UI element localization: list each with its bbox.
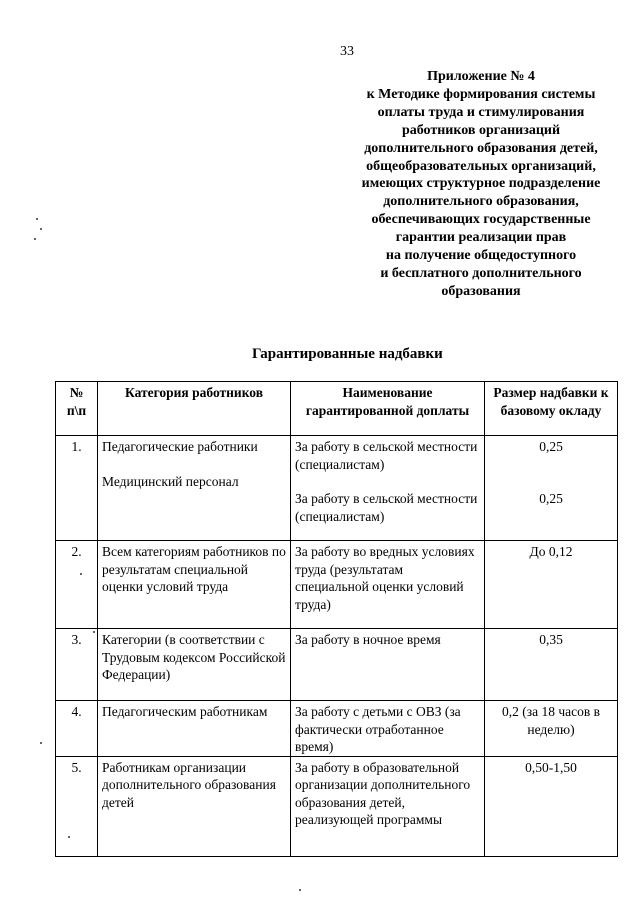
header-category: Категория работников — [98, 382, 291, 436]
appendix-line: к Методике формирования системы — [366, 86, 596, 102]
amount-cell — [485, 756, 618, 856]
scan-speck — [299, 889, 301, 891]
appendix-line: общеобразовательных организаций, — [366, 158, 596, 174]
category-text: Педагогическим работникам — [98, 701, 291, 757]
amount-text: До 0,12 — [485, 541, 618, 629]
row-number: 1. — [56, 436, 98, 541]
scan-speck — [80, 573, 82, 575]
scan-speck — [68, 836, 70, 838]
table-row — [56, 629, 618, 701]
appendix-line: работников организаций — [401, 122, 561, 138]
scan-speck — [36, 218, 38, 220]
payment-name-text: За работу в сельской местности (специалистам) — [295, 439, 478, 472]
amount-text: 0,25 — [539, 490, 563, 506]
appendix-line: имеющих структурное подразделение — [361, 176, 601, 192]
category-text: Всем категориям работников по результатам специальной оценки условий труда — [98, 541, 291, 629]
amount-text: 0,2 (за 18 часов в неделю) — [485, 701, 618, 757]
appendix-line: дополнительного образования, — [383, 194, 579, 210]
appendix-line: обеспечивающих государственные — [371, 212, 591, 228]
row-number: 2. — [56, 541, 98, 629]
category-text: Медицинский персонал — [102, 473, 239, 489]
table-row — [56, 541, 618, 629]
row-number: 5. — [56, 756, 98, 856]
payment-name-cell — [291, 436, 485, 541]
table-row — [56, 436, 618, 541]
section-title: Гарантированные надбавки — [252, 346, 443, 362]
category-cell — [98, 436, 291, 541]
scan-speck — [34, 238, 36, 240]
amount-text: 0,50-1,50 — [525, 759, 577, 775]
allowances-table — [55, 381, 618, 857]
amount-text: 0,25 — [539, 439, 563, 454]
category-text: Категории (в соответствии с Трудовым кодексом Российской Федерации) — [98, 629, 291, 701]
appendix-line: на получение общедоступного — [385, 248, 577, 264]
row-number: 3. — [56, 629, 98, 701]
header-number: № п\п — [56, 382, 98, 436]
appendix-heading — [340, 68, 622, 301]
payment-name-text: За работу во вредных условиях труда (результатам специальной оценки условий труда) — [291, 541, 485, 629]
appendix-line: образования — [441, 283, 521, 299]
category-text: Педагогические работники — [102, 439, 258, 454]
header-amount: Размер надбавки к базовому окладу — [485, 382, 618, 436]
row-number: 4. — [56, 701, 98, 757]
payment-name-cell — [291, 756, 485, 856]
payment-name-text: За работу в ночное время — [291, 629, 485, 701]
scan-speck — [93, 631, 95, 633]
payment-name-text: За работу в сельской местности (специалистам) — [295, 491, 478, 524]
amount-cell — [485, 436, 618, 541]
payment-name-text: За работу в образовательной организации дополнительного образования детей, реализующей программы — [295, 759, 471, 827]
appendix-line: и бесплатного дополнительного — [380, 265, 582, 281]
table-row — [56, 701, 618, 757]
category-cell — [98, 756, 291, 856]
scan-speck — [40, 228, 42, 230]
appendix-line: Приложение № 4 — [427, 69, 535, 84]
header-payment-name: Наименование гарантированной доплаты — [291, 382, 485, 436]
appendix-line: оплаты труда и стимулирования — [377, 104, 585, 120]
table-row — [56, 756, 618, 856]
payment-name-text: За работу с детьми с ОВЗ (за фактически отработанное время) — [291, 701, 485, 757]
category-text: Работникам организации дополнительного образования детей — [102, 759, 276, 810]
page-number: 33 — [340, 44, 354, 59]
table-header-row — [56, 382, 618, 436]
appendix-line: гарантии реализации прав — [395, 230, 567, 246]
amount-text: 0,35 — [485, 629, 618, 701]
scan-speck — [40, 742, 42, 744]
appendix-line: дополнительного образования детей, — [364, 140, 598, 156]
